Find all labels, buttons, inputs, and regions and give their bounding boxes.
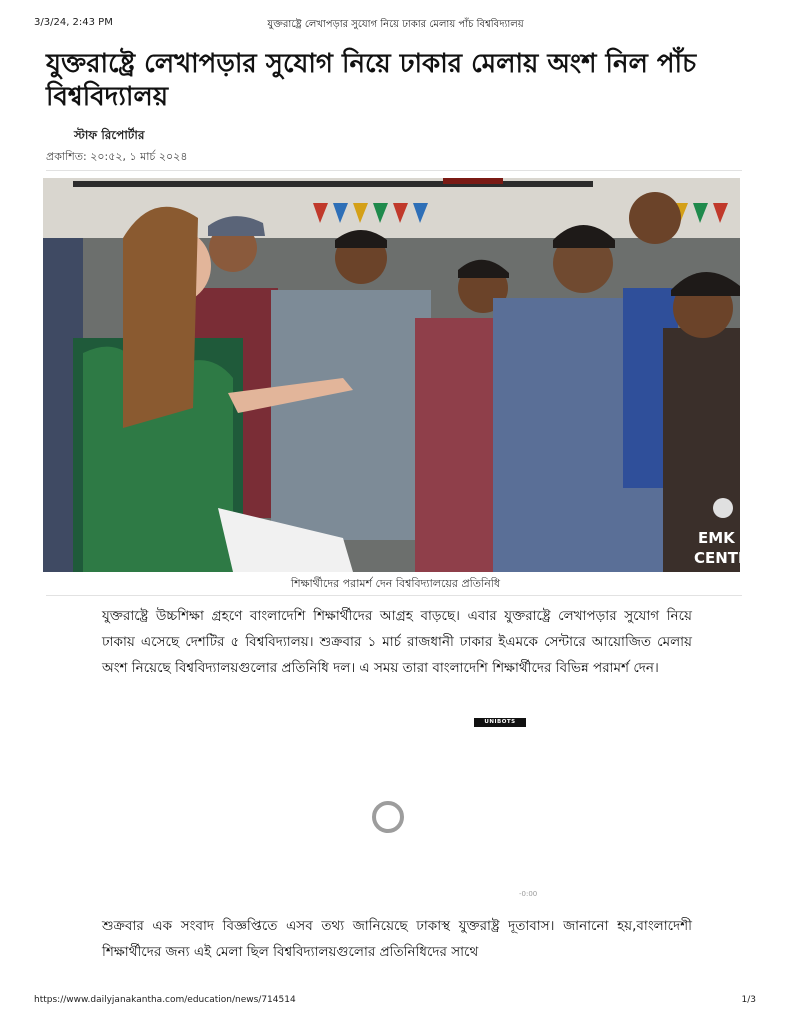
- video-time: -0:00: [519, 890, 538, 898]
- print-datetime: 3/3/24, 2:43 PM: [34, 17, 113, 28]
- article-paragraph: যুক্তরাষ্ট্রে উচ্চশিক্ষা গ্রহণে বাংলাদেশি শিক্ষার্থীদের আগ্রহ বাড়ছে। এবার যুক্তরাষ্ট্রে লেখাপড়ার সুযোগ নিয়ে ঢাকায় এসেছে দেশটির ৫ বিশ্ববিদ্যালয়। শুক্রবার ১ মার্চ রাজধানী ঢাকার ইএমকে সেন্টারে আয়োজিত মেলায় অংশ নিয়েছে বিশ্ববিদ্যালয়গুলোর প্রতিনিধি দল। এ সময় তারা বাংলাদেশি শিক্ষার্থীদের বিভিন্ন পরামর্শ দেন।: [102, 608, 692, 676]
- photo-watermark-line1: EMK: [698, 529, 735, 547]
- photo-watermark-line2: CENTER: [694, 549, 760, 567]
- loading-spinner-icon: [372, 801, 404, 833]
- ad-badge[interactable]: UNIBOTS: [474, 718, 526, 727]
- article-paragraph: শুক্রবার এক সংবাদ বিজ্ঞপ্তিতে এসব তথ্য জানিয়েছে ঢাকাস্থ যুক্তরাষ্ট্র দূতাবাস। জানানো হয়,বাংলাদেশী শিক্ষার্থীদের জন্য এই মেলা ছিল বিশ্ববিদ্যালয়গুলোর প্রতিনিধিদের সাথে: [102, 918, 692, 960]
- article-photo: [43, 178, 760, 572]
- photo-illustration: [43, 178, 760, 572]
- divider: [46, 595, 742, 596]
- published-date: প্রকাশিত: ২০:৫২, ১ মার্চ ২০২৪: [46, 150, 188, 163]
- article-headline: যুক্তরাষ্ট্রে লেখাপড়ার সুযোগ নিয়ে ঢাকার মেলায় অংশ নিল পাঁচ বিশ্ববিদ্যালয়: [46, 49, 697, 112]
- print-page-title: যুক্তরাষ্ট্রে লেখাপড়ার সুযোগ নিয়ে ঢাকার মেলায় পাঁচ বিশ্ববিদ্যালয়: [267, 19, 524, 30]
- photo-caption: শিক্ষার্থীদের পরামর্শ দেন বিশ্ববিদ্যালয়ের প্রতিনিধি: [290, 577, 501, 590]
- page-url[interactable]: https://www.dailyjanakantha.com/education/news/714514: [34, 995, 296, 1005]
- page-number: 1/3: [741, 995, 756, 1005]
- article-author[interactable]: স্টাফ রিপোর্টার: [74, 128, 145, 142]
- divider: [46, 170, 742, 171]
